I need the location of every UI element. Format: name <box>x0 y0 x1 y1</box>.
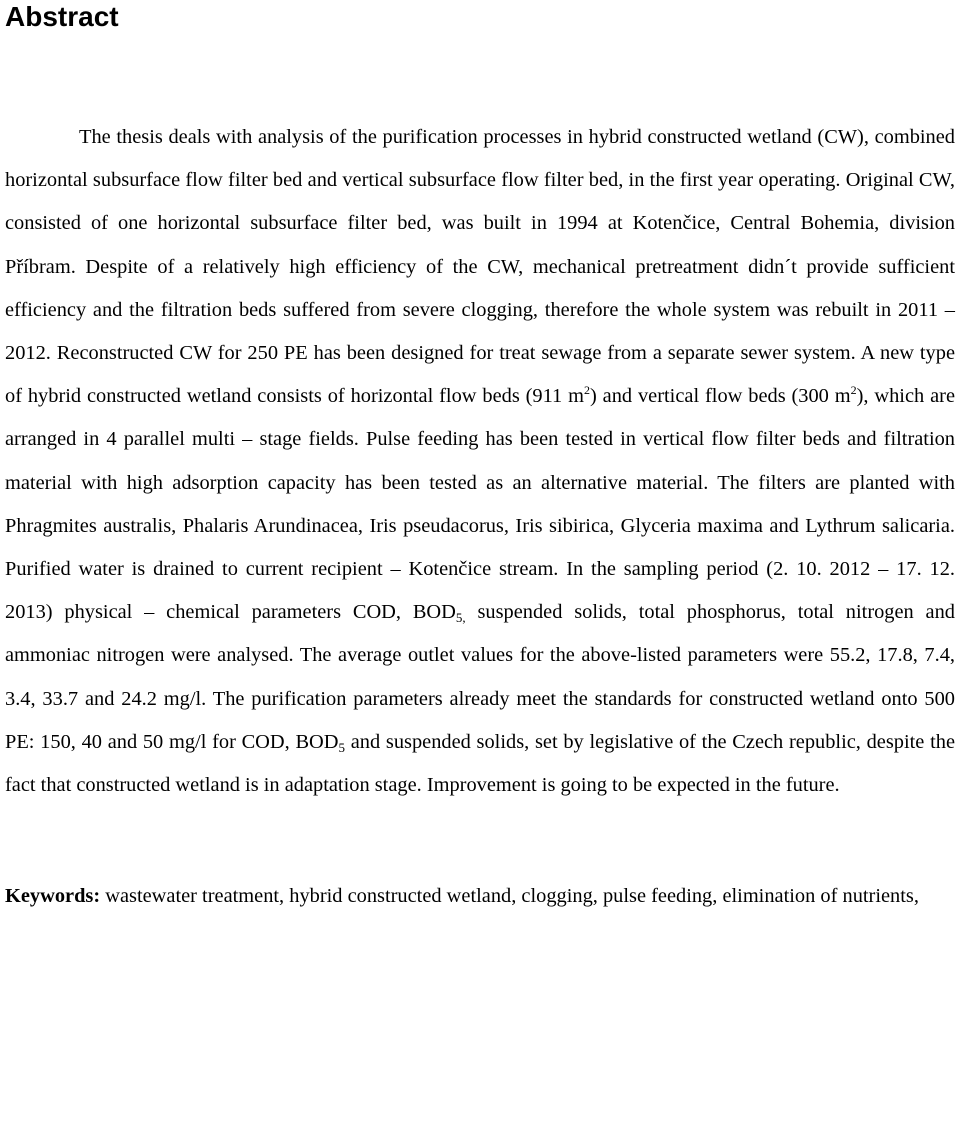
keywords-text: wastewater treatment, hybrid constructed wetland, clogging, pulse feeding, elimination of nutrients, <box>100 885 919 908</box>
bod-subscript-1: 5, <box>455 610 466 626</box>
bod-subscript-2: 5 <box>338 739 345 755</box>
abstract-paragraph <box>5 116 955 807</box>
keywords-label: Keywords: <box>5 885 101 908</box>
abstract-text-part-4: suspended solids, total phosphorus, total nitrogen and ammoniac nitrogen were analysed. The average outlet values for the above-listed parameters were 55.2, 17.8, 7.4, 3.4, 33.7 and 24.2 mg/l. The purification parameters already meet the standards for constructed wetland onto 500 PE: 150, 40 and 50 mg/l for COD, BOD <box>5 601 956 753</box>
area-unit-superscript-2: 2 <box>850 383 857 398</box>
abstract-text-part-2: ) and vertical flow beds (300 m <box>590 385 851 408</box>
abstract-text-part-3: ), which are arranged in 4 parallel multi – stage fields. Pulse feeding has been tested in vertical flow filter beds and filtration material with high adsorption capacity has been tested as an alternative material. The filters are planted with Phragmites australis, Phalaris Arundinacea, Iris pseudacorus, Iris sibirica, Glyceria maxima and Lythrum salicaria. Purified water is drained to current recipient – Kotenčice stream. In the sampling period (2. 10. 2012 – 17. 12. 2013) physical – chemical parameters COD, BOD <box>5 385 955 624</box>
abstract-heading: Abstract <box>5 1 119 32</box>
area-unit-superscript-1: 2 <box>584 383 590 398</box>
abstract-text-part-5: and suspended solids, set by legislative of the Czech republic, despite the fact that constructed wetland is in adaptation stage. Improvement is going to be expected in the future. <box>5 730 955 797</box>
abstract-text-part-1: The thesis deals with analysis of the purification processes in hybrid constructed wetland (CW), combined horizontal subsurface flow filter bed and vertical subsurface flow filter bed, in the first year operating. Original CW, consisted of one horizontal subsurface filter bed, was built in 1994 at Kotenčice, Central Bohemia, division Příbram. Despite of a relatively high efficiency of the CW, mechanical pretreatment didn´t provide sufficient efficiency and the filtration beds suffered from severe clogging, therefore the whole system was rebuilt in 2011 – 2012. Reconstructed CW for 250 PE has been designed for treat sewage from a separate sewer system. A new type of hybrid constructed wetland consists of horizontal flow beds (911 m <box>5 126 955 408</box>
keywords-paragraph <box>5 875 955 918</box>
document-page <box>5 0 955 918</box>
